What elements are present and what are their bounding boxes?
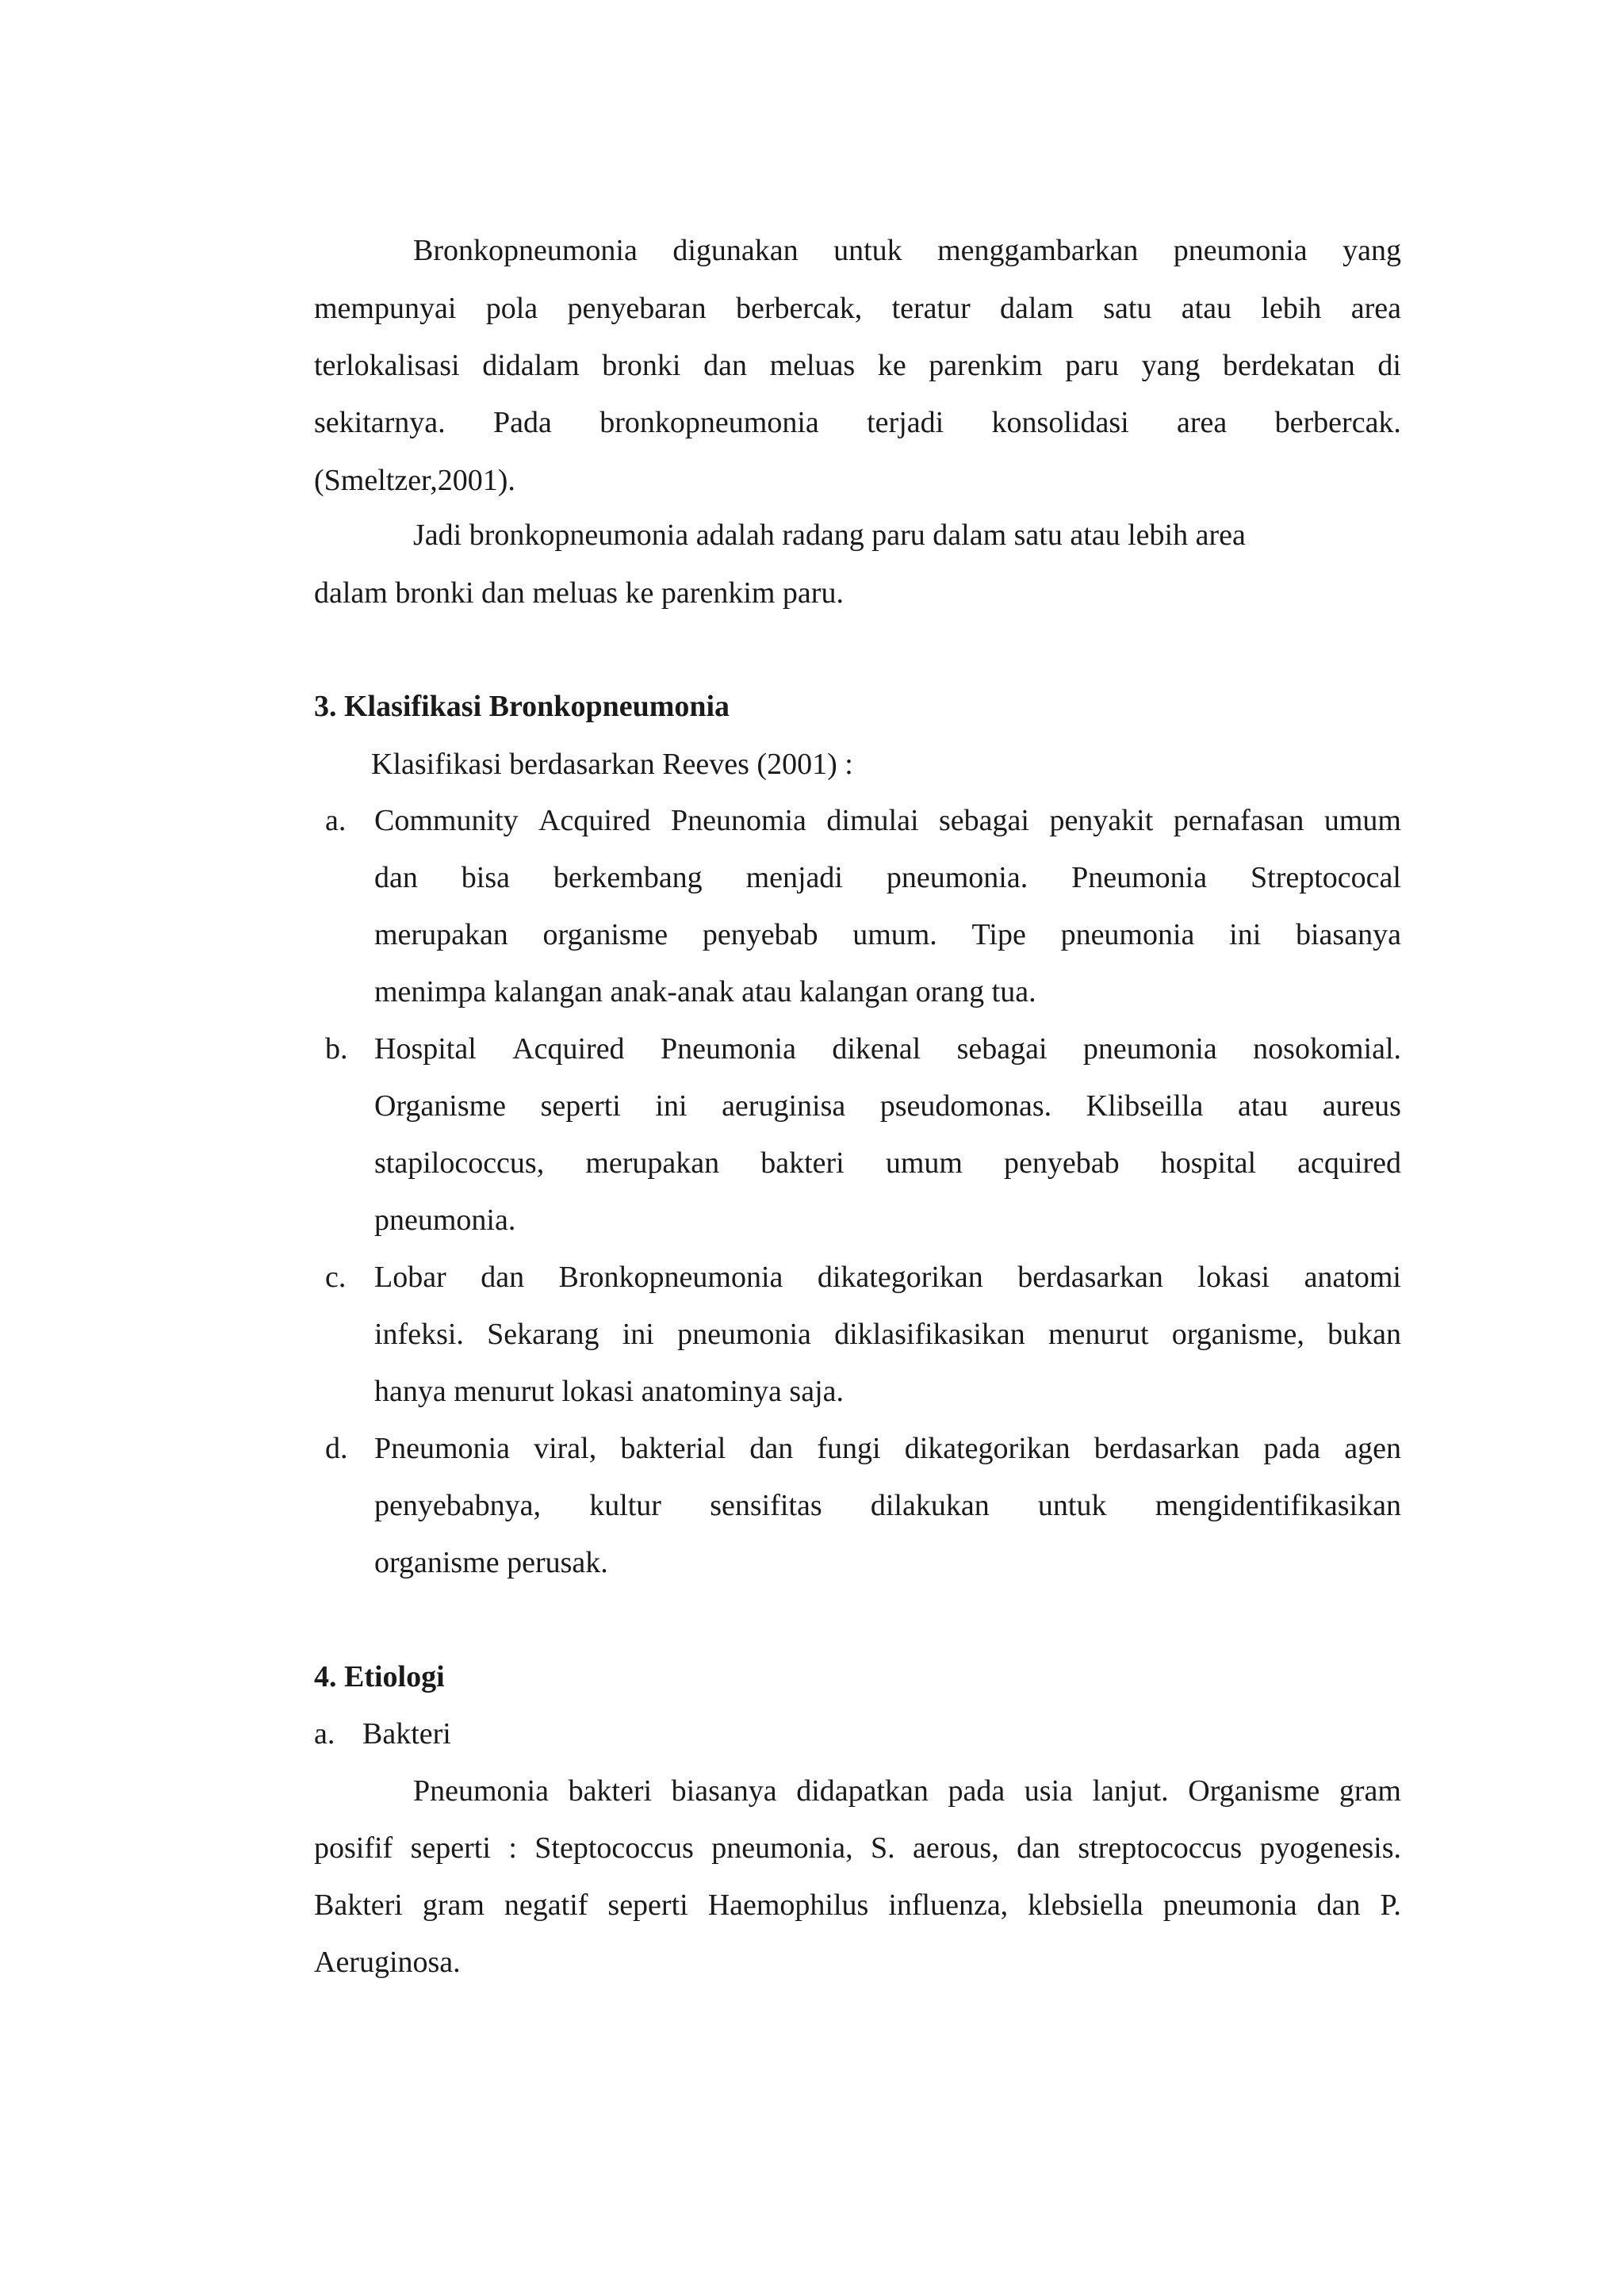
- word: Sekarang: [487, 1318, 599, 1351]
- word: ini: [655, 1089, 688, 1123]
- word: terlokalisasi: [314, 349, 460, 382]
- item-b-line-2: [374, 1091, 1401, 1121]
- word: umum.: [852, 918, 937, 951]
- section-4-sub-marker: a.: [314, 1717, 335, 1751]
- section-4-para-line-1: [413, 1776, 1401, 1806]
- word: Bronkopneumonia: [413, 234, 638, 267]
- word: bronkopneumonia: [599, 406, 819, 439]
- word: Tipe: [971, 918, 1026, 951]
- word: streptococcus: [1078, 1831, 1243, 1865]
- word: menurut: [1048, 1318, 1149, 1351]
- word: pernafasan: [1173, 804, 1304, 837]
- item-b-line-3: [374, 1148, 1401, 1178]
- word: lanjut.: [1092, 1774, 1169, 1808]
- word: Acquired: [512, 1032, 625, 1066]
- word: pneumonia: [677, 1318, 811, 1351]
- word: dan: [703, 349, 747, 382]
- word: berdasarkan: [1094, 1432, 1240, 1465]
- section-4-para-line-4: Aeruginosa.: [314, 1946, 461, 1979]
- word: pneumonia: [1082, 1032, 1217, 1066]
- word: organisme: [542, 918, 668, 951]
- word: bakteri: [568, 1774, 653, 1808]
- item-a-line-2: [374, 863, 1401, 893]
- word: ini: [1229, 918, 1262, 951]
- word: Pneunomia: [670, 804, 806, 837]
- word: agen: [1344, 1432, 1401, 1465]
- intro-p2-line-2: dalam bronki dan meluas ke parenkim paru.: [314, 576, 844, 610]
- word: acquired: [1297, 1146, 1401, 1180]
- word: paru: [1065, 349, 1119, 382]
- word: pneumonia: [1060, 918, 1195, 951]
- intro-p1-line-4: [314, 408, 1401, 438]
- intro-p1-line-5: (Smeltzer,2001).: [314, 464, 515, 497]
- word: merupakan: [374, 918, 508, 951]
- word: untuk: [833, 234, 902, 267]
- list-marker-c: c.: [325, 1261, 347, 1294]
- word: dan: [1017, 1831, 1060, 1865]
- word: aeruginisa: [722, 1089, 846, 1123]
- word: konsolidasi: [991, 406, 1129, 439]
- word: ke: [877, 349, 906, 382]
- word: pada: [948, 1774, 1005, 1808]
- word: terjadi: [867, 406, 944, 439]
- word: seperti: [607, 1888, 688, 1922]
- word: penyebabnya,: [374, 1489, 541, 1522]
- word: ini: [622, 1318, 654, 1351]
- word: dikategorikan: [904, 1432, 1071, 1465]
- list-marker-b: b.: [325, 1032, 348, 1066]
- section-4-para-line-3: [314, 1890, 1401, 1920]
- word: negatif: [504, 1888, 588, 1922]
- item-c-line-2: [374, 1319, 1401, 1349]
- word: parenkim: [929, 349, 1043, 382]
- item-a-line-3: [374, 920, 1401, 950]
- word: penyebab: [702, 918, 818, 951]
- word: gram: [422, 1888, 485, 1922]
- word: area: [1350, 292, 1401, 325]
- section-3-heading: 3. Klasifikasi Bronkopneumonia: [314, 690, 730, 723]
- word: viral,: [534, 1432, 597, 1465]
- word: infeksi.: [374, 1318, 464, 1351]
- word: diklasifikasikan: [834, 1318, 1025, 1351]
- word: Organisme: [374, 1089, 507, 1123]
- word: pneumonia: [1162, 1888, 1297, 1922]
- word: dikenal: [832, 1032, 921, 1066]
- word: fungi: [817, 1432, 881, 1465]
- intro-p1-line-1: [413, 235, 1401, 266]
- word: berbercak.: [1274, 406, 1401, 439]
- word: meluas: [769, 349, 856, 382]
- section-3-lead: Klasifikasi berdasarkan Reeves (2001) :: [371, 748, 853, 781]
- item-d-line-3: organisme perusak.: [374, 1546, 608, 1579]
- word: Pneumonia: [413, 1774, 549, 1808]
- word: area: [1177, 406, 1228, 439]
- section-4-heading: 4. Etiologi: [314, 1660, 445, 1693]
- word: berdasarkan: [1017, 1261, 1163, 1294]
- word: digunakan: [672, 234, 799, 267]
- word: berdekatan: [1223, 349, 1355, 382]
- word: Hospital: [374, 1032, 477, 1066]
- word: didalam: [482, 349, 580, 382]
- word: aerous,: [913, 1831, 999, 1865]
- word: teratur: [891, 292, 971, 325]
- item-b-line-1: [374, 1034, 1401, 1064]
- word: sebagai: [956, 1032, 1048, 1066]
- word: organisme,: [1171, 1318, 1304, 1351]
- item-b-line-4: pneumonia.: [374, 1203, 516, 1237]
- intro-p2-line-1: Jadi bronkopneumonia adalah radang paru dalam satu atau lebih area: [413, 519, 1246, 552]
- word: umum: [1323, 804, 1401, 837]
- word: Community: [374, 804, 519, 837]
- word: pyogenesis.: [1259, 1831, 1401, 1865]
- list-marker-d: d.: [325, 1432, 348, 1465]
- word: pola: [485, 292, 538, 325]
- word: dimulai: [826, 804, 919, 837]
- word: klebsiella: [1028, 1888, 1143, 1922]
- item-a-line-4: menimpa kalangan anak-anak atau kalangan orang tua.: [374, 975, 1036, 1008]
- word: mengidentifikasikan: [1155, 1489, 1401, 1522]
- word: usia: [1024, 1774, 1074, 1808]
- word: menggambarkan: [937, 234, 1139, 267]
- section-4-para-line-2: [314, 1833, 1401, 1863]
- word: Organisme: [1188, 1774, 1320, 1808]
- word: dalam: [1000, 292, 1074, 325]
- word: satu: [1103, 292, 1152, 325]
- word: dan: [374, 861, 418, 894]
- word: menjadi: [745, 861, 843, 894]
- word: influenza,: [888, 1888, 1009, 1922]
- section-4-sub-label: Bakteri: [362, 1717, 451, 1751]
- word: bisa: [461, 861, 510, 894]
- word: Bakteri: [314, 1888, 403, 1922]
- word: atau: [1181, 292, 1232, 325]
- word: Steptococcus: [534, 1831, 694, 1865]
- item-a-line-1: [374, 806, 1401, 836]
- word: penyakit: [1049, 804, 1154, 837]
- word: penyebaran: [567, 292, 707, 325]
- word: Pada: [493, 406, 552, 439]
- word: pneumonia.: [886, 861, 1028, 894]
- word: didapatkan: [796, 1774, 929, 1808]
- word: yang: [1141, 349, 1201, 382]
- word: untuk: [1037, 1489, 1107, 1522]
- word: Klibseilla: [1086, 1089, 1204, 1123]
- word: anatomi: [1304, 1261, 1401, 1294]
- word: dan: [1316, 1888, 1361, 1922]
- word: biasanya: [671, 1774, 777, 1808]
- word: berbercak,: [735, 292, 863, 325]
- word: bakteri: [760, 1146, 845, 1180]
- word: P.: [1380, 1888, 1401, 1922]
- word: stapilococcus,: [374, 1146, 545, 1180]
- word: dilakukan: [870, 1489, 990, 1522]
- word: yang: [1342, 234, 1401, 267]
- word: pseudomonas.: [879, 1089, 1052, 1123]
- word: mempunyai: [314, 292, 457, 325]
- word: nosokomial.: [1253, 1032, 1401, 1066]
- word: Haemophilus: [707, 1888, 869, 1922]
- item-d-line-2: [374, 1490, 1401, 1521]
- word: Lobar: [374, 1261, 446, 1294]
- word: berkembang: [553, 861, 703, 894]
- item-d-line-1: [374, 1433, 1401, 1464]
- word: S.: [870, 1831, 895, 1865]
- word: penyebab: [1004, 1146, 1120, 1180]
- word: kultur: [589, 1489, 661, 1522]
- word: bakterial: [620, 1432, 726, 1465]
- word: sekitarnya.: [314, 406, 446, 439]
- word: biasanya: [1295, 918, 1401, 951]
- word: lokasi: [1197, 1261, 1270, 1294]
- item-c-line-3: hanya menurut lokasi anatominya saja.: [374, 1375, 844, 1408]
- word: pada: [1263, 1432, 1321, 1465]
- word: Acquired: [538, 804, 651, 837]
- word: Pneumonia: [1071, 861, 1208, 894]
- word: sebagai: [939, 804, 1029, 837]
- word: Bronkopneumonia: [558, 1261, 783, 1294]
- word: dikategorikan: [817, 1261, 983, 1294]
- word: dan: [481, 1261, 525, 1294]
- word: seperti: [410, 1831, 491, 1865]
- word: :: [508, 1831, 517, 1865]
- intro-p1-line-3: [314, 350, 1401, 381]
- intro-p1-line-2: [314, 293, 1401, 323]
- word: seperti: [540, 1089, 621, 1123]
- word: dan: [749, 1432, 794, 1465]
- word: sensifitas: [710, 1489, 822, 1522]
- word: merupakan: [585, 1146, 720, 1180]
- word: Pneumonia: [660, 1032, 796, 1066]
- word: aureus: [1322, 1089, 1401, 1123]
- word: atau: [1237, 1089, 1289, 1123]
- word: umum: [885, 1146, 963, 1180]
- word: bukan: [1327, 1318, 1401, 1351]
- item-c-line-1: [374, 1262, 1401, 1292]
- word: lebih: [1261, 292, 1322, 325]
- word: di: [1377, 349, 1401, 382]
- word: Streptococal: [1251, 861, 1401, 894]
- word: pneumonia,: [711, 1831, 853, 1865]
- word: hospital: [1160, 1146, 1257, 1180]
- word: pneumonia: [1173, 234, 1308, 267]
- word: Pneumonia: [374, 1432, 510, 1465]
- word: gram: [1339, 1774, 1401, 1808]
- word: posifif: [314, 1831, 393, 1865]
- list-marker-a: a.: [325, 804, 347, 837]
- word: bronki: [602, 349, 681, 382]
